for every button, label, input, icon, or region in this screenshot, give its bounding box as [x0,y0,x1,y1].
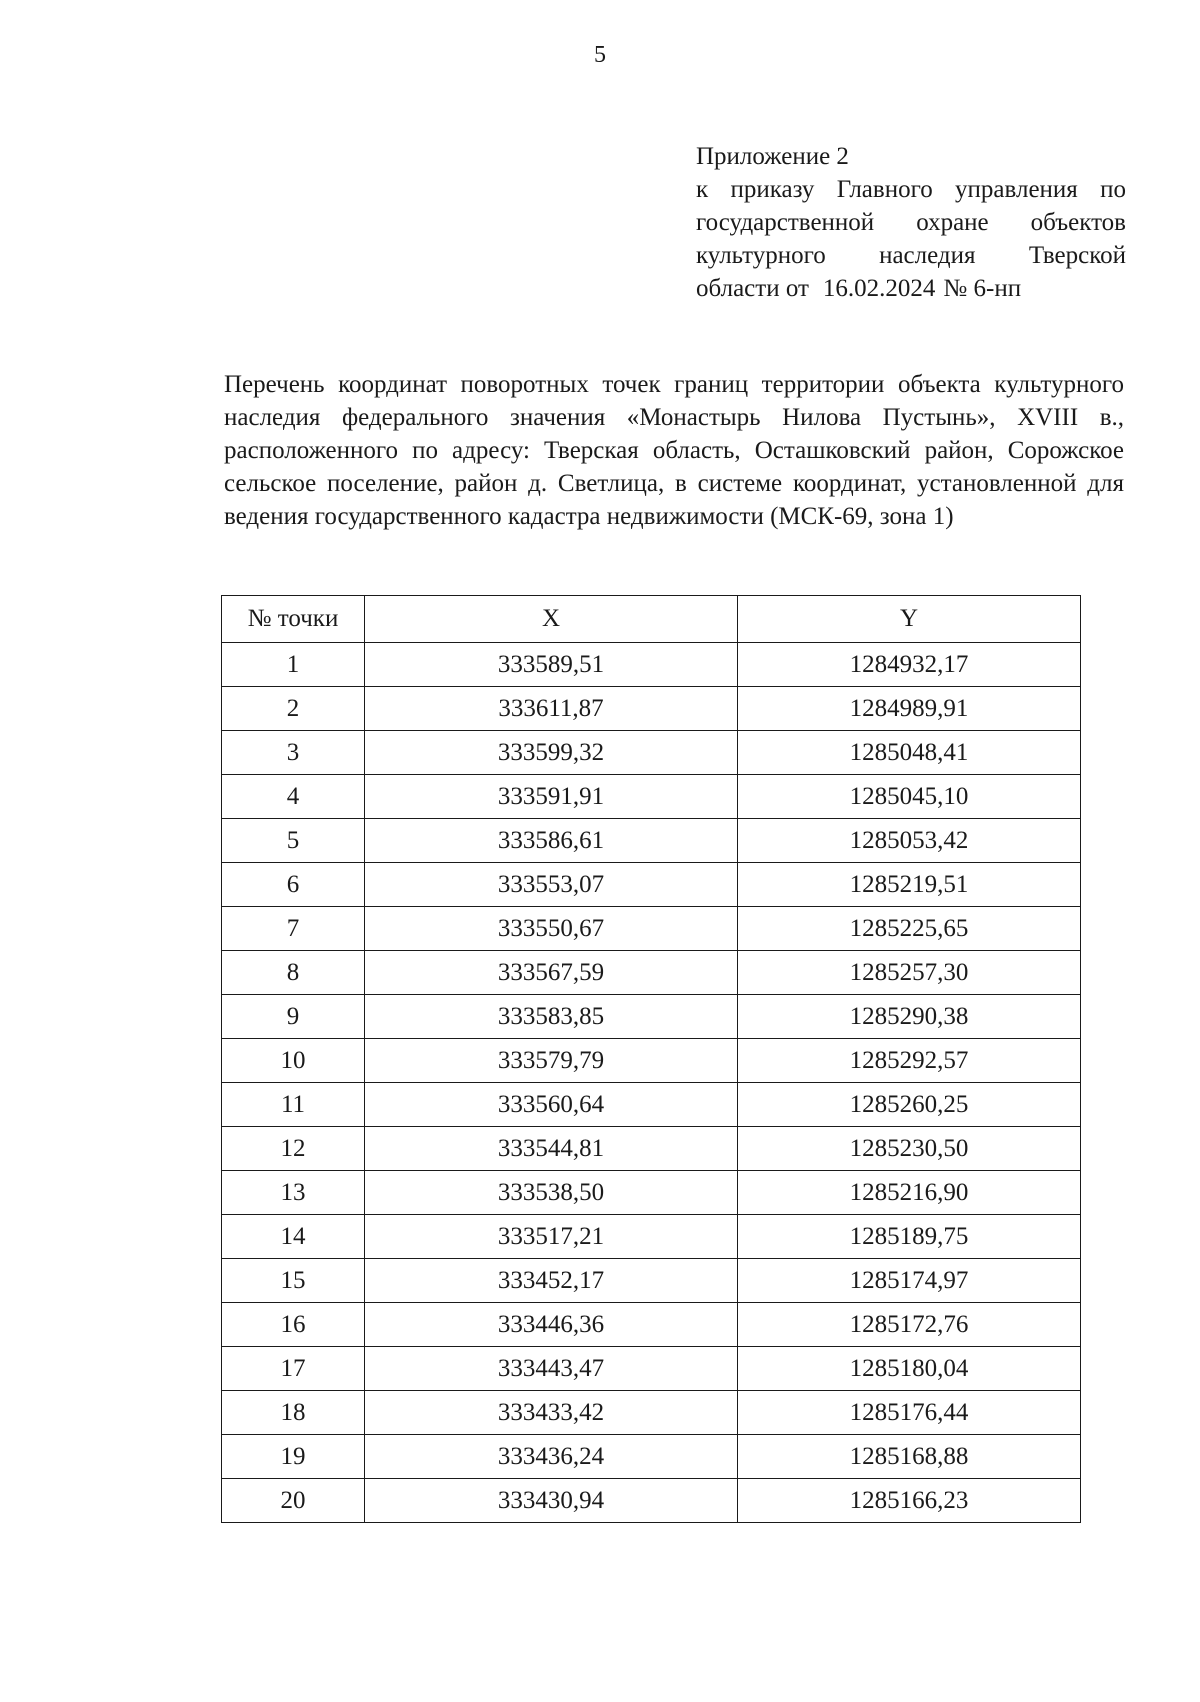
x-coordinate-cell: 333553,07 [365,863,738,907]
order-number: № 6-нп [943,275,1022,302]
document-title: Перечень координат поворотных точек границ территории объекта культурного наследия федерального значения «Монастырь Нилова Пустынь», XVIII в., расположенного по адресу: Тверская область, Осташковский район, Сорожское сельское поселение, район д. Светлица, в системе координат, установленной для ведения государственного кадастра недвижимости (МСК-69, зона 1) [224,371,1124,530]
table-row [222,731,1081,775]
x-coordinate-cell: 333430,94 [365,1479,738,1523]
point-number-cell: 3 [222,731,365,775]
table-row [222,1039,1081,1083]
coordinates-table [221,595,1081,1523]
x-coordinate-cell: 333446,36 [365,1303,738,1347]
point-number-cell: 15 [222,1259,365,1303]
point-number-cell: 8 [222,951,365,995]
y-coordinate-cell: 1285048,41 [738,731,1081,775]
table-row [222,1435,1081,1479]
y-coordinate-cell: 1285174,97 [738,1259,1081,1303]
header-y: Y [738,596,1081,643]
x-coordinate-cell: 333544,81 [365,1127,738,1171]
y-coordinate-cell: 1284989,91 [738,687,1081,731]
table-row [222,1259,1081,1303]
appendix-line-4: культурного наследия Тверской [696,242,1126,269]
point-number-cell: 17 [222,1347,365,1391]
x-coordinate-cell: 333433,42 [365,1391,738,1435]
point-number-cell: 13 [222,1171,365,1215]
point-number-cell: 16 [222,1303,365,1347]
y-coordinate-cell: 1285180,04 [738,1347,1081,1391]
x-coordinate-cell: 333591,91 [365,775,738,819]
order-date: 16.02.2024 [822,275,936,302]
x-coordinate-cell: 333436,24 [365,1435,738,1479]
table-row [222,1391,1081,1435]
table-row [222,1347,1081,1391]
y-coordinate-cell: 1285168,88 [738,1435,1081,1479]
table-header-row [222,596,1081,643]
table-row [222,951,1081,995]
y-coordinate-cell: 1285257,30 [738,951,1081,995]
appendix-date-prefix: области от [696,275,809,302]
y-coordinate-cell: 1284932,17 [738,643,1081,687]
point-number-cell: 19 [222,1435,365,1479]
point-number-cell: 9 [222,995,365,1039]
table-row [222,643,1081,687]
appendix-line-3: государственной охране объектов [696,209,1126,236]
point-number-cell: 12 [222,1127,365,1171]
table-row [222,1215,1081,1259]
y-coordinate-cell: 1285230,50 [738,1127,1081,1171]
point-number-cell: 18 [222,1391,365,1435]
appendix-title: Приложение 2 [696,143,849,170]
y-coordinate-cell: 1285176,44 [738,1391,1081,1435]
appendix-line-2: к приказу Главного управления по [696,176,1126,203]
point-number-cell: 11 [222,1083,365,1127]
point-number-cell: 6 [222,863,365,907]
table-row [222,687,1081,731]
y-coordinate-cell: 1285166,23 [738,1479,1081,1523]
y-coordinate-cell: 1285053,42 [738,819,1081,863]
x-coordinate-cell: 333579,79 [365,1039,738,1083]
point-number-cell: 14 [222,1215,365,1259]
table-row [222,1127,1081,1171]
x-coordinate-cell: 333560,64 [365,1083,738,1127]
y-coordinate-cell: 1285219,51 [738,863,1081,907]
point-number-cell: 7 [222,907,365,951]
header-x: X [365,596,738,643]
table-row [222,1171,1081,1215]
x-coordinate-cell: 333589,51 [365,643,738,687]
y-coordinate-cell: 1285292,57 [738,1039,1081,1083]
x-coordinate-cell: 333611,87 [365,687,738,731]
x-coordinate-cell: 333567,59 [365,951,738,995]
y-coordinate-cell: 1285045,10 [738,775,1081,819]
x-coordinate-cell: 333443,47 [365,1347,738,1391]
point-number-cell: 10 [222,1039,365,1083]
table-row [222,775,1081,819]
page-number: 5 [594,42,606,68]
x-coordinate-cell: 333517,21 [365,1215,738,1259]
x-coordinate-cell: 333583,85 [365,995,738,1039]
y-coordinate-cell: 1285216,90 [738,1171,1081,1215]
table-row [222,1083,1081,1127]
appendix-block [696,140,1126,305]
table-body [222,643,1081,1523]
x-coordinate-cell: 333452,17 [365,1259,738,1303]
x-coordinate-cell: 333586,61 [365,819,738,863]
table-row [222,907,1081,951]
point-number-cell: 2 [222,687,365,731]
y-coordinate-cell: 1285225,65 [738,907,1081,951]
x-coordinate-cell: 333550,67 [365,907,738,951]
header-point-number: № точки [222,596,365,643]
y-coordinate-cell: 1285290,38 [738,995,1081,1039]
y-coordinate-cell: 1285189,75 [738,1215,1081,1259]
point-number-cell: 1 [222,643,365,687]
table-row [222,863,1081,907]
table-row [222,819,1081,863]
table-row [222,995,1081,1039]
point-number-cell: 20 [222,1479,365,1523]
table-row [222,1303,1081,1347]
x-coordinate-cell: 333538,50 [365,1171,738,1215]
table-row [222,1479,1081,1523]
appendix-line-5 [696,272,1126,305]
point-number-cell: 4 [222,775,365,819]
x-coordinate-cell: 333599,32 [365,731,738,775]
y-coordinate-cell: 1285172,76 [738,1303,1081,1347]
point-number-cell: 5 [222,819,365,863]
y-coordinate-cell: 1285260,25 [738,1083,1081,1127]
